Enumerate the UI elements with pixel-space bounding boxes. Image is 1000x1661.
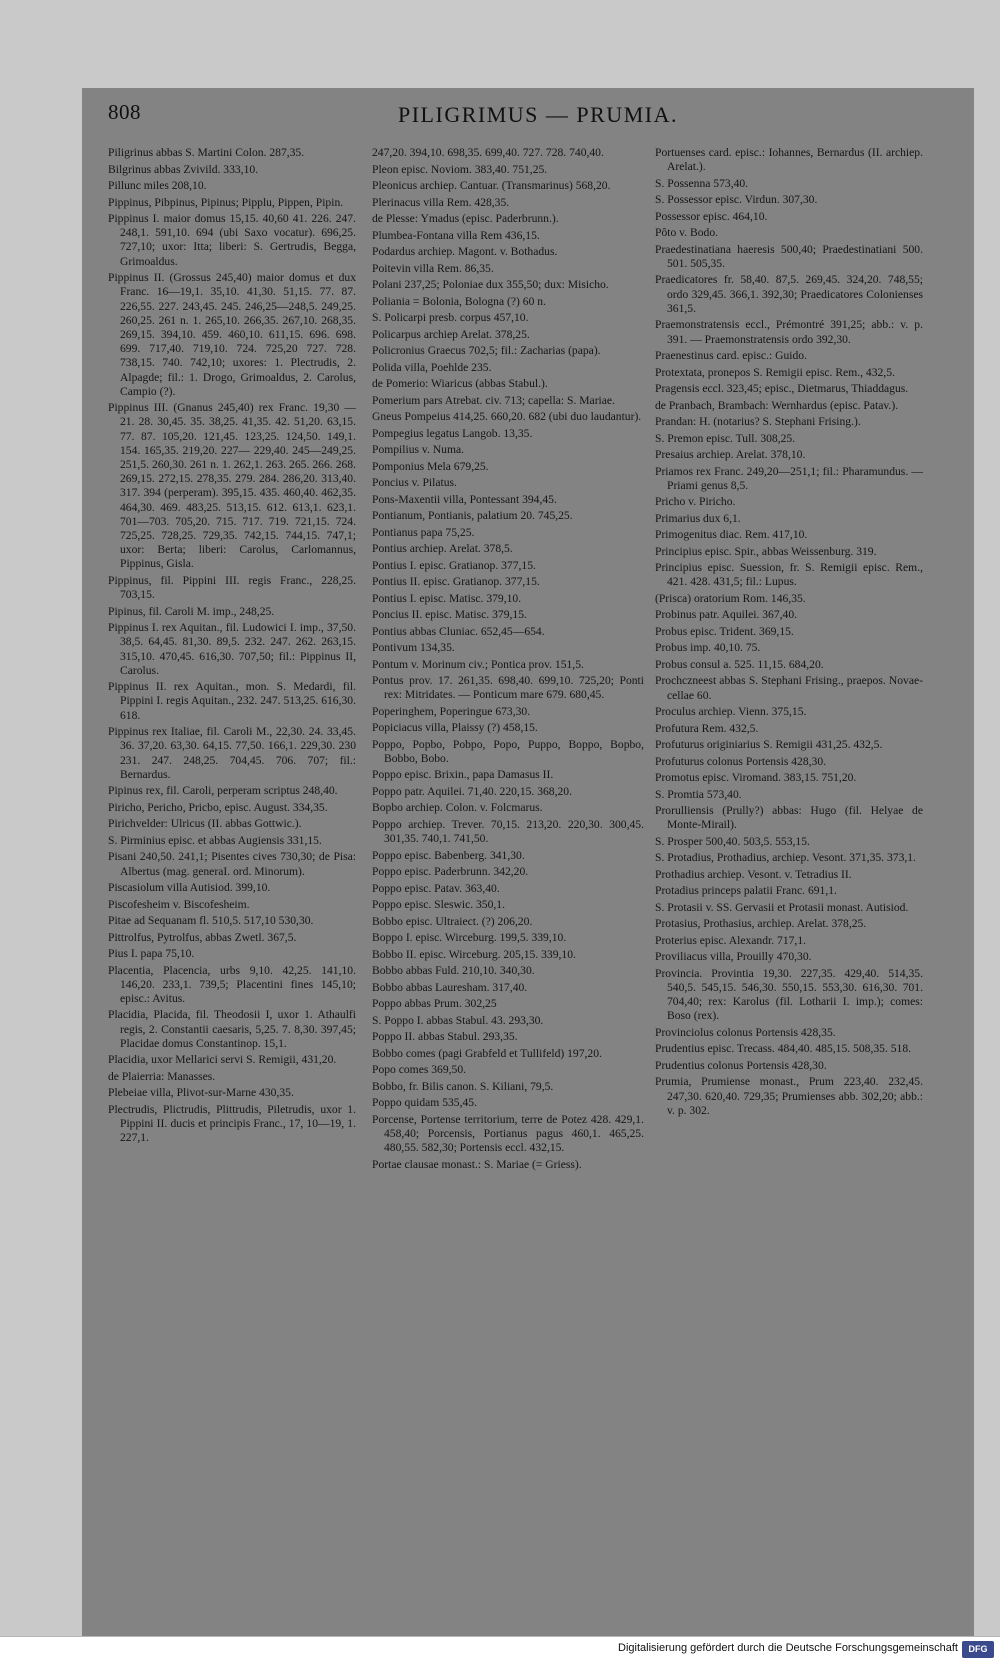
- index-entry: de Pomerio: Wiaricus (abbas Stabul.).: [372, 377, 548, 390]
- index-entry: Pillunc miles 208,10.: [108, 179, 207, 192]
- footer-bar: [0, 1636, 1000, 1661]
- index-entry: Porcense, Portense territorium, terre de Potez 428. 429,1. 458,40; Porcensis, Portianus pagus 460,1. 465,25. 480,55. 582,30; Portensis eccl. 432,15.: [372, 1112, 644, 1155]
- index-entry: S. Pirminius episc. et abbas Augiensis 331,15.: [108, 833, 322, 847]
- index-entry: Placentia, Placencia, urbs 9,10. 42,25. 141,10. 146,20. 233,1. 739,5; Placentini fines 145,10; episc.: Avitus.: [108, 963, 356, 1005]
- index-entry: Pleonicus archiep. Cantuar. (Transmarinus) 568,20.: [372, 179, 611, 192]
- index-entry: S. Protasii v. SS. Gervasii et Protasii monast. Autisiod.: [655, 900, 909, 914]
- index-entry: Praedestinatiana haeresis 500,40; Praedestinatiani 500. 501. 505,35.: [655, 242, 923, 270]
- index-entry: Pricho v. Piricho.: [655, 495, 736, 509]
- index-entry: Principius episc. Spir., abbas Weissenburg. 319.: [655, 544, 877, 558]
- index-entry: Plectrudis, Plictrudis, Plittrudis, Piletrudis, uxor 1. Pippini II. ducis et principis Franc., 17, 10—19, 1. 227,1.: [108, 1102, 356, 1145]
- index-entry: Priamos rex Franc. 249,20—251,1; fil.: Pharamundus. — Priami genus 8,5.: [655, 464, 923, 492]
- index-entry: Pippinus, Pibpinus, Pipinus; Pipplu, Pippen, Pipin.: [108, 195, 344, 209]
- index-entry: Poppo abbas Prum. 302,25: [372, 997, 497, 1011]
- index-entry: Poppo episc. Babenberg. 341,30.: [372, 848, 525, 862]
- index-entry: Profuturus colonus Portensis 428,30.: [655, 754, 827, 768]
- index-column-1: [108, 146, 356, 1148]
- index-entry: Poliania = Bolonia, Bologna (?) 60 n.: [372, 294, 546, 308]
- index-entry: Pompegius legatus Langob. 13,35.: [372, 426, 533, 440]
- index-entry: 247,20. 394,10. 698,35. 699,40. 727. 728. 740,40.: [372, 146, 604, 159]
- index-entry: Poppo episc. Brixin., papa Damasus II.: [372, 768, 554, 782]
- index-entry: S. Poppo I. abbas Stabul. 43. 293,30.: [372, 1013, 544, 1027]
- page-number: 808: [108, 100, 141, 124]
- index-entry: Presaius archiep. Arelat. 378,10.: [655, 448, 806, 462]
- index-entry: Poncius v. Pilatus.: [372, 476, 457, 489]
- index-entry: Pomerium pars Atrebat. civ. 713; capella: S. Mariae.: [372, 393, 615, 407]
- index-entry: Principius episc. Suession, fr. S. Remigii episc. Rem., 421. 428. 431,5; fil.: Lupus.: [655, 561, 923, 589]
- index-entry: Proterius episc. Alexandr. 717,1.: [655, 933, 807, 947]
- index-entry: de Plaierria: Manasses.: [108, 1069, 216, 1083]
- index-entry: Praemonstratensis eccl., Prémontré 391,25; abb.: v. p. 391. — Praemonstratensis ordo 392,30.: [655, 318, 923, 346]
- index-entry: Protadius princeps palatii Franc. 691,1.: [655, 884, 837, 898]
- index-entry: Bobbo, fr. Bilis canon. S. Kiliani, 79,5.: [372, 1079, 554, 1093]
- index-entry: Placidia, uxor Mellarici servi S. Remigii, 431,20.: [108, 1053, 337, 1067]
- index-entry: Piscasiolum villa Autisiod. 399,10.: [108, 881, 271, 894]
- index-entry: Pontianus papa 75,25.: [372, 525, 475, 539]
- index-entry: Pius I. papa 75,10.: [108, 947, 195, 960]
- index-entry: Prochczneest abbas S. Stephani Frising., praepos. Novae-cellae 60.: [655, 674, 923, 702]
- index-entry: Plebeiae villa, Plivot-sur-Marne 430,35.: [108, 1086, 294, 1100]
- index-entry: Plumbea-Fontana villa Rem 436,15.: [372, 228, 540, 242]
- index-entry: Prudentius colonus Portensis 428,30.: [655, 1058, 827, 1072]
- index-entry: de Pranbach, Brambach: Wernhardus (episc. Patav.).: [655, 398, 899, 412]
- index-entry: Pontius abbas Cluniac. 652,45—654.: [372, 624, 545, 638]
- index-entry: Portae clausae monast.: S. Mariae (= Griess).: [372, 1157, 582, 1171]
- index-entry: Profuturus originiarius S. Remigii 431,25. 432,5.: [655, 738, 883, 752]
- index-entry: Profutura Rem. 432,5.: [655, 721, 759, 735]
- index-entry: Poppo patr. Aquilei. 71,40. 220,15. 368,20.: [372, 784, 572, 798]
- index-entry: Popo comes 369,50.: [372, 1063, 467, 1077]
- index-entry: S. Possessor episc. Virdun. 307,30.: [655, 193, 818, 207]
- index-entry: (Prisca) oratorium Rom. 146,35.: [655, 591, 806, 605]
- index-entry: Pompilius v. Numa.: [372, 443, 465, 456]
- index-entry: Piricho, Pericho, Pricbo, episc. August. 334,35.: [108, 800, 328, 814]
- index-entry: Pippinus, fil. Pippini III. regis Franc., 228,25. 703,15.: [108, 573, 356, 602]
- index-entry: Probus consul a. 525. 11,15. 684,20.: [655, 657, 824, 671]
- index-entry: Primarius dux 6,1.: [655, 511, 741, 525]
- index-entry: Pipinus rex, fil. Caroli, perperam scriptus 248,40.: [108, 784, 338, 798]
- index-entry: S. Promtia 573,40.: [655, 787, 742, 801]
- index-entry: Probus imp. 40,10. 75.: [655, 641, 761, 655]
- index-entry: Bobbo abbas Lauresham. 317,40.: [372, 980, 528, 994]
- index-entry: Piligrinus abbas S. Martini Colon. 287,35.: [108, 146, 305, 159]
- index-entry: Pisani 240,50. 241,1; Pisentes cives 730,30; de Pisa: Albertus (mag. generaI. ord. Minorum).: [108, 850, 356, 878]
- index-entry: Poppo episc. Patav. 363,40.: [372, 881, 500, 895]
- index-entry: S. Possenna 573,40.: [655, 176, 749, 190]
- index-entry: Pontianum, Pontianis, palatium 20. 745,25.: [372, 509, 573, 522]
- index-entry: Bilgrinus abbas Zvivild. 333,10.: [108, 162, 259, 176]
- index-entry: Provincia. Provintia 19,30. 227,35. 429,40. 514,35. 540,5. 545,15. 546,30. 550,15. 553,30. 616,30. 701. 704,40; rex: Karolus (fil. Lotharii I. imp.); comes: Boso (rex).: [655, 966, 923, 1023]
- index-entry: Policronius Graecus 702,5; fil.: Zacharias (papa).: [372, 344, 601, 357]
- index-entry: Probus episc. Trident. 369,15.: [655, 624, 794, 638]
- index-entry: Pontus prov. 17. 261,35. 698,40. 699,10. 725,20; Ponti rex: Mitridates. — Ponticum mare 679. 680,45.: [372, 674, 644, 702]
- index-entry: Pippinus II. (Grossus 245,40) maior domus et dux Franc. 16—19,1. 35,10. 41,30. 51,15. 77. 87. 226,55. 227. 243,45. 245. 246,25—248,5. 249,25. 260,25. 261 n. 1. 265,10. 266,35. 267,10. 268,35. 269,15. 394,10. 459. 460,10. 611,15. 696. 698. 699. 717,40. 719,10. 724. 725,20 727. 728. 738,15. 740. 742,10; uxores: 1. Plectrudis, 2. Alpagde; fil.: 1. Drogo, Grimoaldus, 2. Carolus, Campio (?).: [108, 271, 356, 398]
- index-entry: Popiciacus villa, Plaissy (?) 458,15.: [372, 721, 538, 735]
- index-entry: Pomponius Mela 679,25.: [372, 459, 489, 473]
- index-entry: Pontius archiep. Arelat. 378,5.: [372, 542, 513, 555]
- index-entry: Poppo, Popbo, Pobpo, Popo, Puppo, Boppo, Bopbo, Bobbo, Bobo.: [372, 737, 644, 765]
- index-entry: Possessor episc. 464,10.: [655, 209, 768, 223]
- index-entry: Pittrolfus, Pytrolfus, abbas Zwetl. 367,5.: [108, 930, 297, 944]
- index-entry: Polani 237,25; Poloniae dux 355,50; dux: Misicho.: [372, 278, 609, 291]
- index-entry: Gneus Pompeius 414,25. 660,20. 682 (ubi duo laudantur).: [372, 410, 642, 423]
- dfg-logo: DFG: [962, 1641, 994, 1658]
- index-entry: Pippinus II. rex Aquitan., mon. S. Medardi, fil. Pippini I. regis Aquitan., 232. 247. 513,25. 616,30. 618.: [108, 680, 356, 722]
- index-entry: Prandan: H. (notarius? S. Stephani Frising.).: [655, 415, 861, 429]
- index-entry: S. Prosper 500,40. 503,5. 553,15.: [655, 834, 810, 848]
- index-entry: Pôto v. Bodo.: [655, 226, 719, 240]
- index-entry: S. Protadius, Prothadius, archiep. Vesont. 371,35. 373,1.: [655, 851, 916, 865]
- index-entry: Placidia, Placida, fil. Theodosii I, uxor 1. Athaulfi regis, 2. Constantii caesaris, 5,25. 7. 8,30. 397,45; Placidae domus Constantinop. 15,1.: [108, 1008, 356, 1050]
- index-entry: Poncius II. episc. Matisc. 379,15.: [372, 608, 527, 621]
- index-entry: Pons-Maxentii villa, Pontessant 394,45.: [372, 492, 557, 506]
- index-entry: Poperinghem, Poperingue 673,30.: [372, 704, 531, 718]
- index-entry: Pleon episc. Noviom. 383,40. 751,25.: [372, 162, 548, 176]
- index-entry: Pontius I. episc. Matisc. 379,10.: [372, 591, 522, 605]
- index-entry: Protextata, pronepos S. Remigii episc. Rem., 432,5.: [655, 365, 895, 379]
- index-entry: Poppo episc. Paderbrunn. 342,20.: [372, 865, 529, 879]
- index-entry: S. Policarpi presb. corpus 457,10.: [372, 311, 529, 324]
- index-entry: Poppo episc. Sleswic. 350,1.: [372, 898, 505, 912]
- index-entry: Protasius, Prothasius, archiep. Arelat. 378,25.: [655, 917, 867, 931]
- index-entry: Poppo archiep. Trever. 70,15. 213,20. 220,30. 300,45. 301,35. 740,1. 741,50.: [372, 817, 644, 846]
- index-entry: Pipinus, fil. Caroli M. imp., 248,25.: [108, 604, 275, 618]
- index-entry: Pippinus I. maior domus 15,15. 40,60 41. 226. 247. 248,1. 591,10. 694 (ubi Saxo vocatur). 696,25. 727,10; uxor: Itta; liberi: S. Gertrudis, Begga, Grimoaldus.: [108, 212, 356, 268]
- index-entry: Provinciolus colonus Portensis 428,35.: [655, 1025, 836, 1039]
- index-entry: Bobbo abbas Fuld. 210,10. 340,30.: [372, 964, 535, 978]
- index-entry: Pippinus III. (Gnanus 245,40) rex Franc. 19,30 — 21. 28. 30,45. 35. 38,25. 41,35. 42. 51,20. 63,15. 77. 87. 105,20. 121,45. 123,25. 124,50. 149,1. 154. 165,35. 219,20. 227— 229,40. 245—249,25. 251,5. 260,30. 261 n. 1. 262,1. 263. 265. 266. 268. 269,15. 272,15. 278,35. 279. 284. 286,20. 313,40. 317. 394 (perperam). 395,15. 435. 460,40. 462,35. 464,30. 469. 483,25. 513,15. 612. 613,1. 623,1. 701—703. 705,20. 715. 717. 719. 721,15. 724. 725,25. 728,25. 729,35. 742,15. 744,15. 747,1; uxor: Berta; liberi: Carolus, Carlomannus, Pippinus, Gisla.: [108, 401, 356, 571]
- index-column-2: [372, 146, 644, 1174]
- index-entry: Primogenitus diac. Rem. 417,10.: [655, 528, 808, 542]
- index-entry: Probinus patr. Aquilei. 367,40.: [655, 608, 798, 622]
- index-entry: Portuenses card. episc.: Iohannes, Bernardus (II. archiep. Arelat.).: [655, 146, 923, 174]
- index-entry: Poppo II. abbas Stabul. 293,35.: [372, 1030, 518, 1044]
- index-entry: Bopbo archiep. Colon. v. Folcmarus.: [372, 801, 543, 815]
- index-entry: Piscofesheim v. Biscofesheim.: [108, 897, 250, 911]
- index-entry: Prorulliensis (Prully?) abbas: Hugo (fil. Helyae de Monte-Mirail).: [655, 804, 923, 832]
- index-entry: Poitevin villa Rem. 86,35.: [372, 261, 494, 275]
- index-entry: Pippinus I. rex Aquitan., fil. Ludowici I. imp., 37,50. 38,5. 64,45. 81,30. 89,5. 232. 247. 262. 263,15. 315,10. 470,45. 616,30. 707,50; fil.: Pippinus II, Carolus.: [108, 621, 356, 677]
- index-column-3: [655, 146, 923, 1120]
- index-entry: Pragensis eccl. 323,45; episc., Dietmarus, Thiaddagus.: [655, 382, 909, 396]
- index-entry: Promotus episc. Viromand. 383,15. 751,20.: [655, 771, 857, 785]
- index-entry: Prumia, Prumiense monast., Prum 223,40. 232,45. 247,30. 620,40. 729,35; Prumienses abb. 302,20; abb.: v. p. 302.: [655, 1075, 923, 1117]
- index-entry: Polida villa, Poehlde 235.: [372, 360, 492, 374]
- index-entry: Pontivum 134,35.: [372, 641, 455, 654]
- index-entry: Pirichvelder: Ulricus (II. abbas Gottwic.).: [108, 817, 302, 831]
- index-entry: de Plesse: Ymadus (episc. Paderbrunn.).: [372, 212, 559, 225]
- index-entry: Pitae ad Sequanam fl. 510,5. 517,10 530,30.: [108, 914, 314, 927]
- index-entry: Pontum v. Morinum civ.; Pontica prov. 151,5.: [372, 657, 584, 671]
- running-head: PILIGRIMUS — PRUMIA.: [398, 102, 678, 127]
- index-entry: Podardus archiep. Magont. v. Bothadus.: [372, 245, 558, 258]
- funding-note: Digitalisierung gefördert durch die Deutsche Forschungsgemeinschaft: [618, 1642, 958, 1654]
- index-entry: Pontius II. episc. Gratianop. 377,15.: [372, 575, 540, 588]
- index-entry: Proviliacus villa, Prouilly 470,30.: [655, 950, 812, 964]
- index-entry: Poppo quidam 535,45.: [372, 1096, 477, 1110]
- index-entry: Bobbo II. episc. Wirceburg. 205,15. 339,10.: [372, 947, 576, 961]
- index-entry: Prudentius episc. Trecass. 484,40. 485,15. 508,35. 518.: [655, 1042, 912, 1056]
- index-entry: Prothadius archiep. Vesont. v. Tetradius II.: [655, 867, 852, 881]
- index-entry: Pontius I. episc. Gratianop. 377,15.: [372, 558, 536, 572]
- index-entry: Policarpus archiep Arelat. 378,25.: [372, 327, 530, 341]
- index-entry: Bobbo comes (pagi Grabfeld et Tullifeld) 197,20.: [372, 1046, 602, 1060]
- index-entry: Pippinus rex Italiae, fil. Caroli M., 22,30. 24. 33,45. 36. 37,20. 63,30. 64,15. 77,50. 166,1. 229,30. 230 231. 247. 248,25. 704,45. 706. 707; fil.: Bernardus.: [108, 725, 356, 781]
- index-entry: Boppo I. episc. Wirceburg. 199,5. 339,10.: [372, 931, 567, 945]
- index-entry: Praedicatores fr. 58,40. 87,5. 269,45. 324,20. 748,55; ordo 329,45. 366,1. 392,30; Praedicatores Colonienses 361,5.: [655, 273, 923, 315]
- index-entry: Praenestinus card. episc.: Guido.: [655, 349, 807, 363]
- index-entry: Bobbo episc. Ultraiect. (?) 206,20.: [372, 914, 533, 928]
- index-entry: Proculus archiep. Vienn. 375,15.: [655, 705, 807, 719]
- index-entry: S. Premon episc. Tull. 308,25.: [655, 431, 796, 445]
- index-entry: Plerinacus villa Rem. 428,35.: [372, 195, 510, 209]
